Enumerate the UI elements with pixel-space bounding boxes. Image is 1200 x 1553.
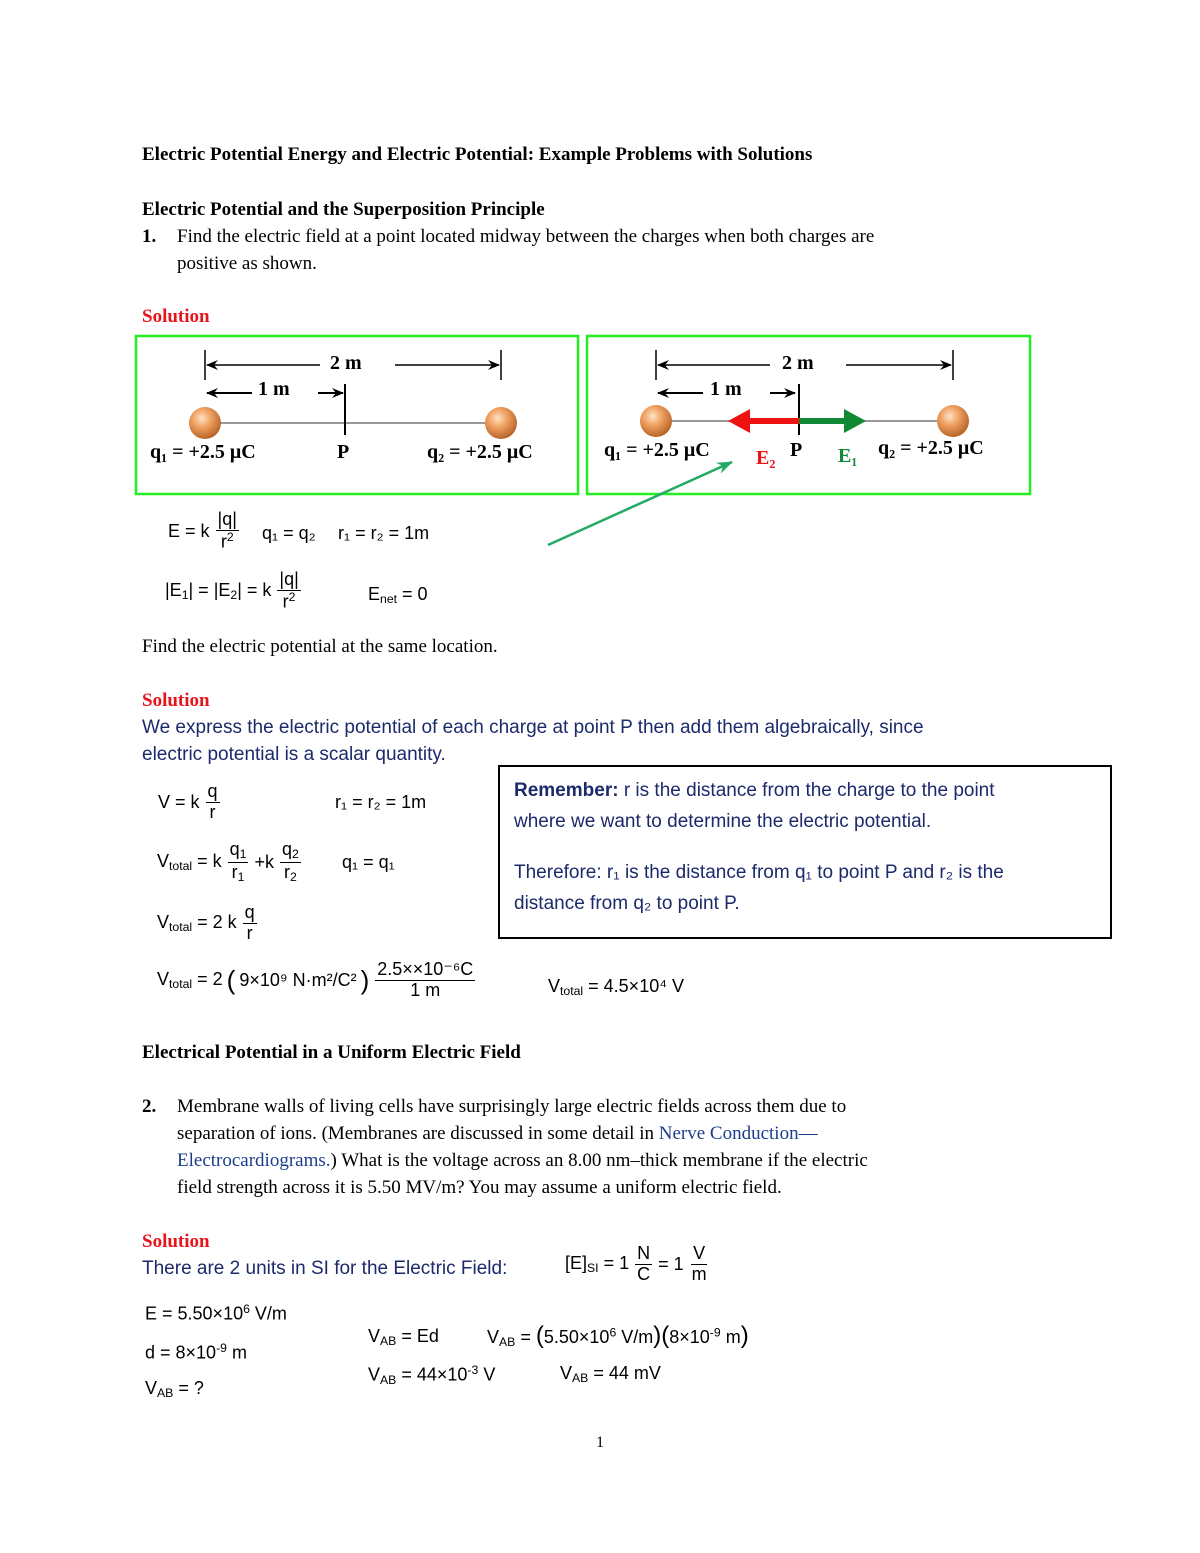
page-number: 1 bbox=[596, 1434, 604, 1451]
units-text: There are 2 units in SI for the Electric Field: bbox=[142, 1258, 508, 1279]
left-label-q1: q₁ = +2.5 μC bbox=[150, 441, 256, 463]
problem-2-line-1: Membrane walls of living cells have surprisingly large electric fields across them due to bbox=[177, 1096, 847, 1117]
eq-electric-field: E = k $\frac{|q|}{r^2}$ bbox=[168, 509, 237, 552]
eq-vtotal-result: $V_{total} = 4.5\times 10^4$ V bbox=[548, 976, 684, 999]
eq-vtotal-substituted: $V_{total} = 2$ ( 9×10⁹ N·m²/C² ) $\frac{\text{2.5××10⁻⁶C}}{1 m}$ bbox=[157, 959, 474, 1000]
problem-number-2: 2. bbox=[142, 1096, 157, 1117]
link-electrocardiograms[interactable]: Electrocardiograms. bbox=[177, 1150, 331, 1171]
section-heading-uniform-field: Electrical Potential in a Uniform Electric Field bbox=[142, 1042, 521, 1063]
eq-vtotal-2kq: $V_{total} = 2$ k $\frac{q}{r}$ bbox=[157, 902, 255, 943]
right-label-e2: E₂ bbox=[756, 447, 776, 469]
remember-line-2: where we want to determine the electric potential. bbox=[514, 811, 932, 832]
pointer-arrow bbox=[548, 462, 732, 545]
eq-vab-ed: $V_{AB} = Ed$ bbox=[368, 1326, 439, 1349]
solution-2-line-2: electric potential is a scalar quantity. bbox=[142, 744, 446, 765]
eq-vab-result-volts: $V_{AB} = 44\times 10^{-3}$ V bbox=[368, 1363, 496, 1387]
eq-e-value: $E = 5.50\times 10^6$ V/m bbox=[145, 1302, 287, 1324]
eq-vab-substituted: $V_{AB} = (5.50\times 10^6$ $V/m)(8\times 10^{-9}$ m) bbox=[487, 1322, 749, 1350]
right-label-p: P bbox=[790, 439, 803, 461]
left-label-1m: 1 m bbox=[258, 378, 290, 400]
eq-si-units: $[E]_{SI} = 1$ $\frac{N}{C}$ = 1 $\frac{V}{m}$ bbox=[565, 1243, 707, 1284]
problem-2-line-4: field strength across it is 5.50 MV/m? You may assume a uniform electric field. bbox=[177, 1177, 782, 1198]
eq-field-magnitudes: $|E_1| = |E_2| = k$ $\frac{|q|}{r^2}$ bbox=[165, 569, 299, 612]
eq-vab-unknown: $V_{AB}$ = ? bbox=[145, 1378, 204, 1401]
remember-label: Remember: bbox=[514, 780, 619, 801]
remember-line-1: r is the distance from the charge to the point bbox=[618, 780, 995, 801]
document-title: Electric Potential Energy and Electric Potential: Example Problems with Solutions bbox=[142, 144, 813, 165]
eq-vtotal-q: q₁ = q₁ bbox=[342, 852, 395, 872]
solution-label-2: Solution bbox=[142, 690, 210, 711]
problem-1-line-2: positive as shown. bbox=[177, 253, 317, 274]
eq-potential: V = k $\frac{q}{r}$ bbox=[158, 781, 218, 822]
solution-label-1: Solution bbox=[142, 306, 210, 327]
remember-note-box bbox=[498, 765, 1112, 939]
eq-vtotal-sum: $V_{total} = k$ $\frac{q_1}{r_1}$ +k $\frac{q_2}{r_2}$ bbox=[157, 839, 299, 884]
left-label-2m: 2 m bbox=[330, 352, 362, 374]
charge-q2-sphere-right bbox=[937, 405, 969, 437]
therefore-line-2: distance from q₂ to point P. bbox=[514, 893, 740, 914]
right-label-1m: 1 m bbox=[710, 378, 742, 400]
left-label-p: P bbox=[337, 441, 350, 463]
problem-2-line-2: separation of ions. (Membranes are discussed in some detail in Nerve Conduction— bbox=[177, 1123, 818, 1144]
solution-2-line-1: We express the electric potential of each charge at point P then add them algebraically, since bbox=[142, 717, 924, 738]
charges-diagram bbox=[0, 0, 1200, 560]
problem-number-1: 1. bbox=[142, 226, 157, 247]
problem-1-line-1: Find the electric field at a point located midway between the charges when both charges are bbox=[177, 226, 875, 247]
charge-q2-sphere-left bbox=[485, 407, 517, 439]
left-label-q2: q₂ = +2.5 μC bbox=[427, 441, 533, 463]
right-label-q2: q₂ = +2.5 μC bbox=[878, 437, 984, 459]
solution-label-3: Solution bbox=[142, 1231, 210, 1252]
eq-d-value: $d = 8\times 10^{-9}$ m bbox=[145, 1341, 247, 1363]
eq-r-equal: r₁ = r₂ = 1m bbox=[338, 523, 430, 543]
eq-potential-r: r₁ = r₂ = 1m bbox=[335, 792, 427, 812]
eq-q-equal: q₁ = q₂ bbox=[262, 523, 316, 543]
right-label-q1: q₁ = +2.5 μC bbox=[604, 439, 710, 461]
eq-vab-result-mv: $V_{AB} = 44$ mV bbox=[560, 1363, 661, 1386]
right-label-2m: 2 m bbox=[782, 352, 814, 374]
charge-q1-sphere-left bbox=[189, 407, 221, 439]
right-label-e1: E₁ bbox=[838, 445, 858, 467]
link-nerve-conduction[interactable]: Nerve Conduction— bbox=[658, 1123, 818, 1144]
charge-q1-sphere-right bbox=[640, 405, 672, 437]
section-heading-superposition: Electric Potential and the Superposition Principle bbox=[142, 199, 545, 220]
eq-enet: $E_{net} = 0$ bbox=[368, 584, 428, 607]
therefore-line-1: Therefore: r₁ is the distance from q₁ to point P and r₂ is the bbox=[514, 862, 1004, 883]
problem-2-line-3: Electrocardiograms.) What is the voltage across an 8.00 nm–thick membrane if the electric bbox=[177, 1150, 868, 1171]
question-electric-potential: Find the electric potential at the same location. bbox=[142, 636, 498, 657]
